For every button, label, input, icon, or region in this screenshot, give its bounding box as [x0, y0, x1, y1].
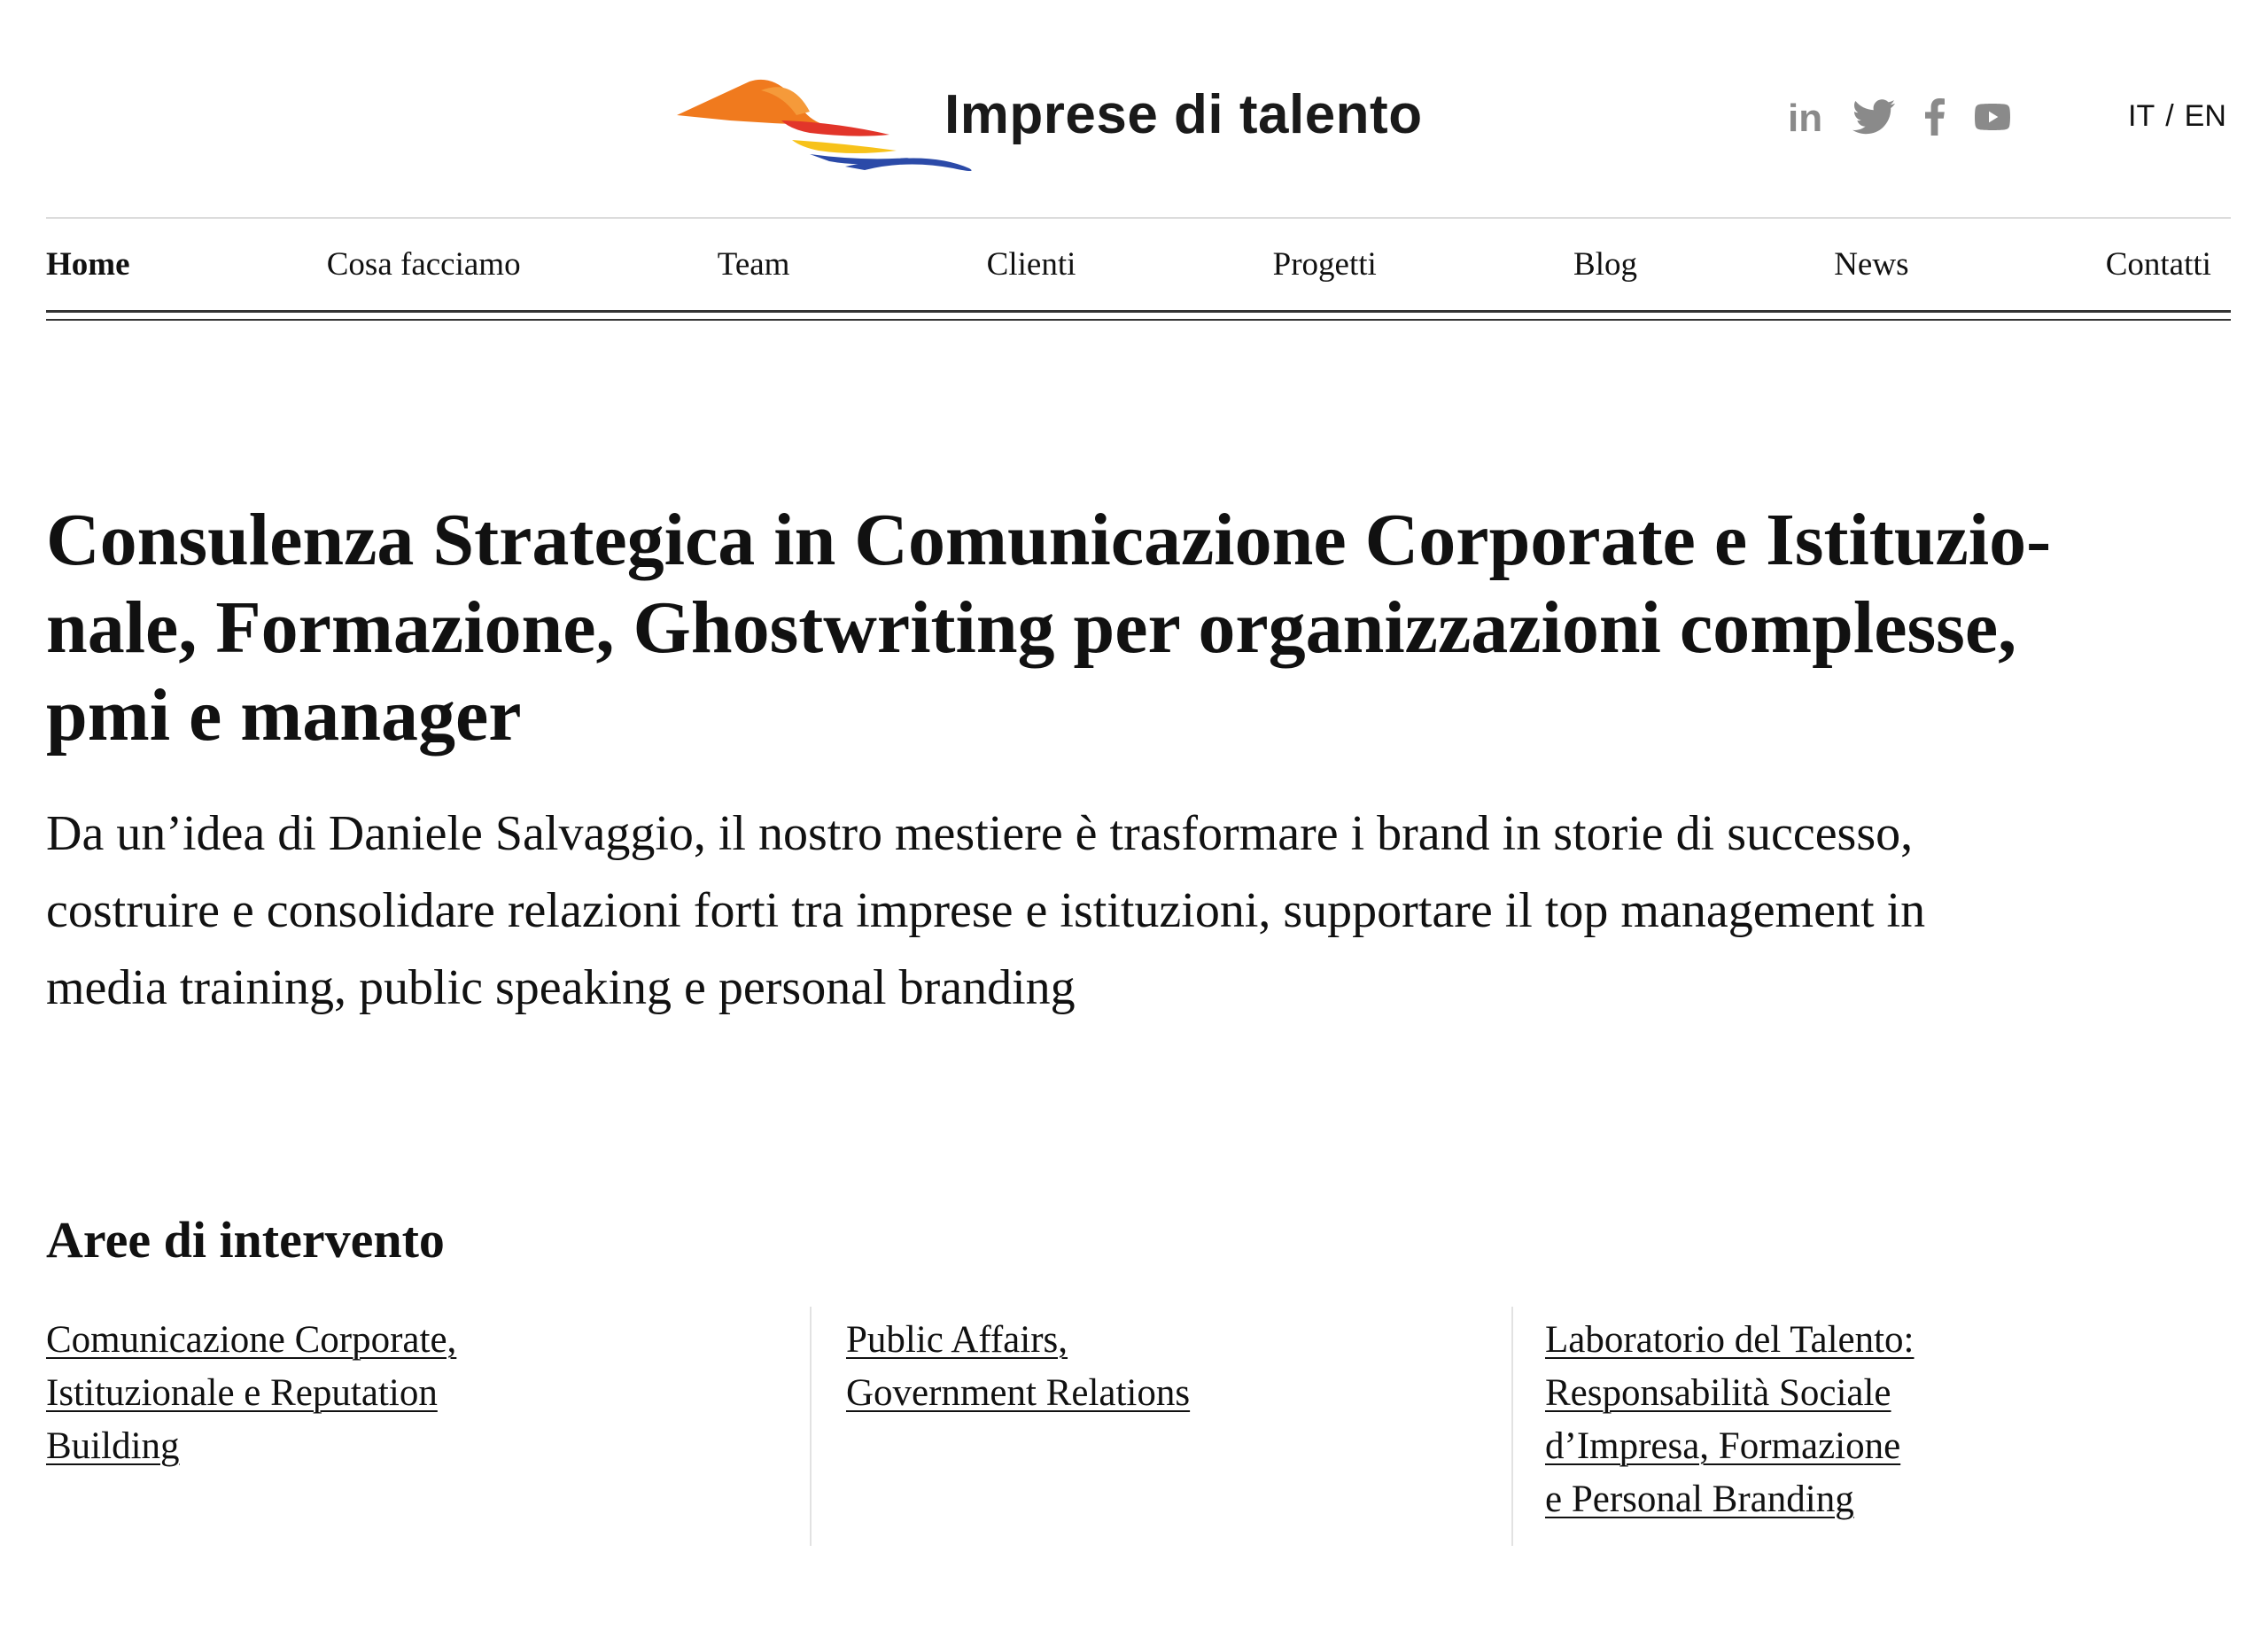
area-link-line: e Personal Branding [1545, 1479, 1854, 1520]
hero-title-line: pmi e manager [46, 674, 522, 757]
nav-item-clienti[interactable]: Clienti [986, 245, 1076, 283]
nav-bottom-divider-secondary [46, 319, 2231, 321]
area-link-line: Laboratorio del Talento: [1545, 1319, 1915, 1361]
area-link-line: Responsabilità Sociale [1545, 1372, 1891, 1414]
site-logo[interactable] [677, 69, 1492, 193]
area-link-laboratorio[interactable] [1545, 1314, 1988, 1526]
language-switcher [2128, 99, 2226, 134]
hero-title [46, 496, 2208, 759]
area-link-line: Government Relations [846, 1372, 1191, 1414]
lang-separator: / [2165, 99, 2174, 133]
nav-item-cosa-facciamo[interactable]: Cosa facciamo [326, 245, 521, 283]
site-header [46, 0, 2231, 217]
linkedin-icon[interactable]: in [1788, 97, 1823, 140]
nav-item-team[interactable]: Team [717, 245, 790, 283]
logo-text: Imprese di talento [944, 84, 1423, 145]
area-divider [810, 1307, 812, 1546]
facebook-icon[interactable] [1925, 98, 1945, 140]
area-link-line: Building [46, 1425, 180, 1467]
hero-title-line: Consulenza Strategica in Comunicazione Corporate e Istituzio- [46, 499, 2052, 581]
social-links [1788, 96, 2010, 142]
area-link-line: Comunicazione Corporate, [46, 1319, 457, 1361]
twitter-icon[interactable] [1852, 99, 1895, 139]
area-link-line: d’Impresa, Formazione [1545, 1425, 1901, 1467]
nav-item-home[interactable]: Home [46, 245, 130, 283]
hero-subtitle [46, 796, 2231, 1027]
area-link-line: Public Affairs, [846, 1319, 1068, 1361]
areas-list [46, 1307, 2231, 1546]
area-link-public-affairs[interactable] [846, 1314, 1289, 1420]
nav-item-blog[interactable]: Blog [1573, 245, 1637, 283]
nav-top-divider [46, 217, 2231, 219]
hero-subtitle-line: media training, public speaking e personal branding [46, 960, 1076, 1015]
nav-item-contatti[interactable]: Contatti [2105, 245, 2211, 283]
youtube-icon[interactable] [1975, 104, 2010, 135]
areas-title: Aree di intervento [46, 1211, 445, 1269]
nav-item-news[interactable]: News [1834, 245, 1909, 283]
area-link-comunicazione[interactable] [46, 1314, 542, 1473]
hero-subtitle-line: Da un’idea di Daniele Salvaggio, il nostro mestiere è trasformare i brand in storie di successo, [46, 806, 1914, 861]
area-divider [1511, 1307, 1513, 1546]
lang-en-link[interactable]: EN [2184, 99, 2226, 133]
nav-bottom-divider [46, 310, 2231, 313]
hero-title-line: nale, Formazione, Ghostwriting per organizzazioni complesse, [46, 586, 2017, 669]
main-nav [46, 220, 2231, 308]
nav-item-progetti[interactable]: Progetti [1272, 245, 1377, 283]
lang-it-link[interactable]: IT [2128, 99, 2155, 133]
hero-subtitle-line: costruire e consolidare relazioni forti tra imprese e istituzioni, supportare il top management in [46, 883, 1926, 938]
area-link-line: Istituzionale e Reputation [46, 1372, 438, 1414]
